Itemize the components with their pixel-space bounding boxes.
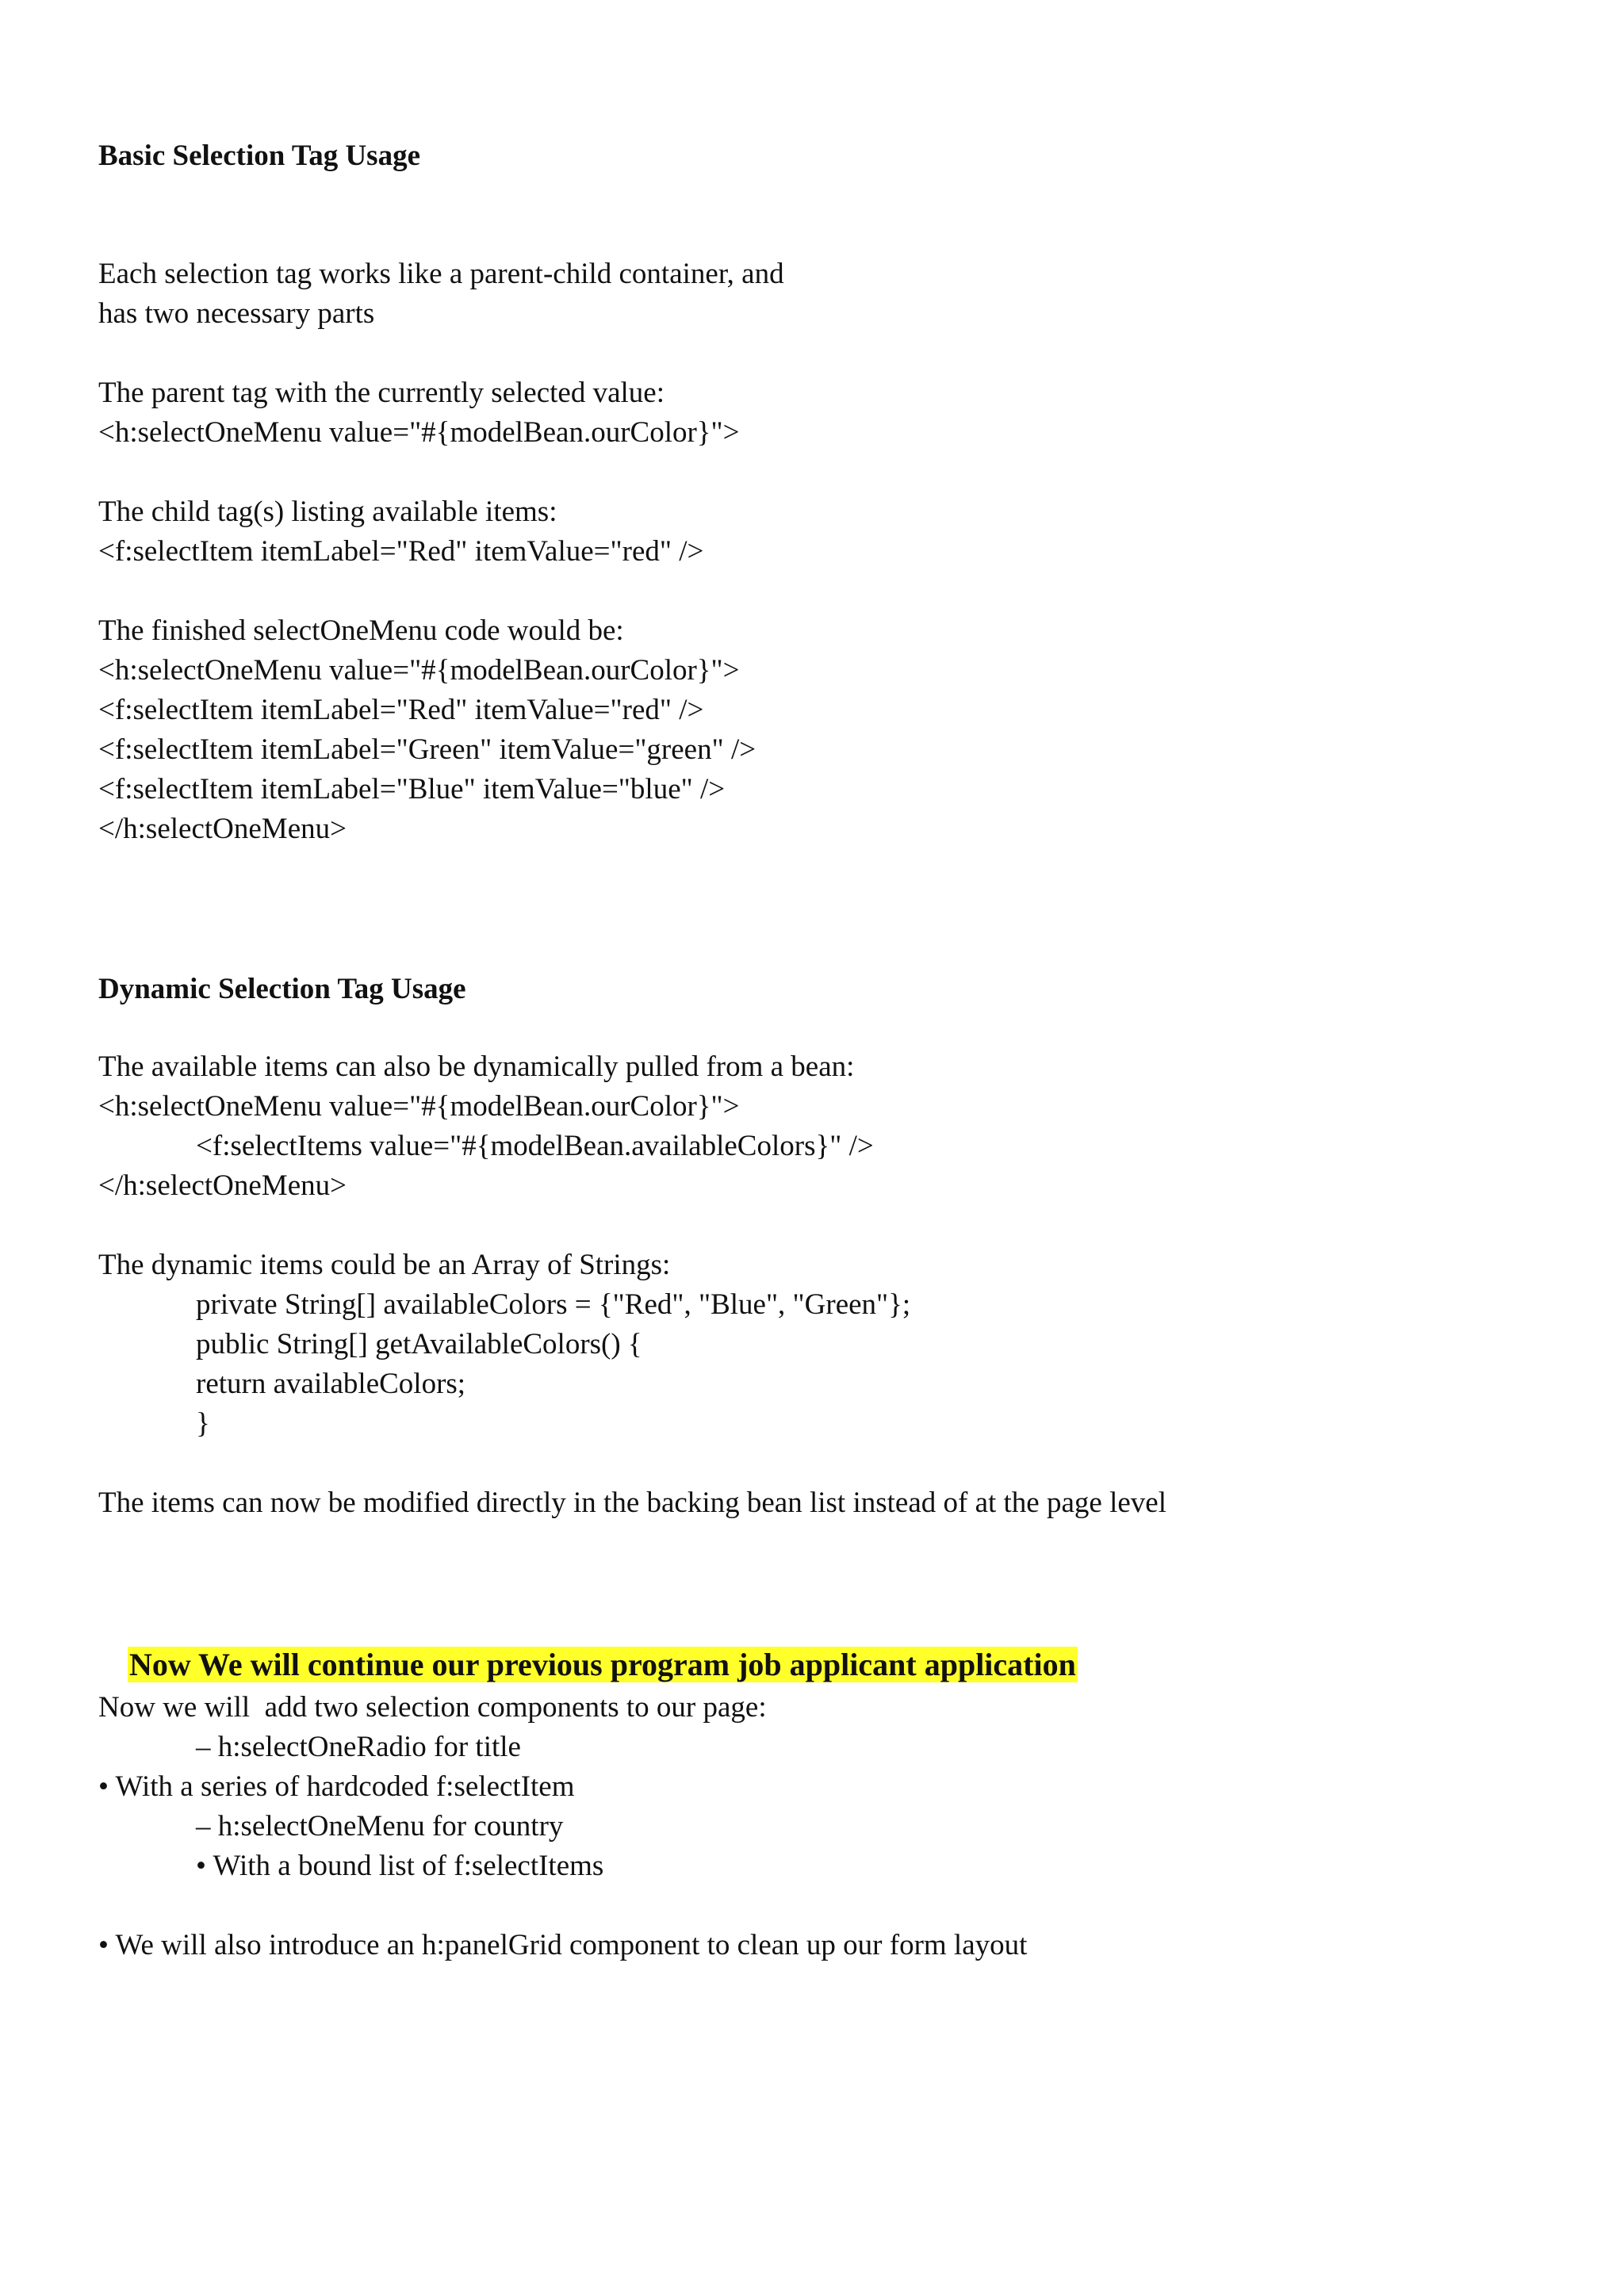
dynamic-array-code-line: public String[] getAvailableColors() {	[196, 1328, 642, 1360]
continue-intro: Now we will add two selection components to our page:	[98, 1691, 767, 1724]
continue-list-item: • With a series of hardcoded f:selectItem	[98, 1770, 575, 1803]
finished-code-line: <h:selectOneMenu value="#{modelBean.ourColor}">	[98, 654, 740, 687]
continue-list-item: • With a bound list of f:selectItems	[196, 1850, 604, 1882]
basic-intro-line-1: Each selection tag works like a parent-child container, and	[98, 258, 784, 290]
child-tag-label: The child tag(s) listing available items:	[98, 496, 557, 528]
dynamic-pulled-code-line: </h:selectOneMenu>	[98, 1169, 347, 1202]
section-heading-basic: Basic Selection Tag Usage	[98, 140, 420, 172]
finished-code-line: <f:selectItem itemLabel="Red" itemValue="red" />	[98, 694, 704, 726]
continue-list-item: – h:selectOneRadio for title	[196, 1731, 521, 1763]
highlighted-heading: Now We will continue our previous program job applicant application	[129, 1647, 1076, 1682]
dynamic-array-code-line: return availableColors;	[196, 1368, 466, 1400]
child-tag-code: <f:selectItem itemLabel="Red" itemValue="red" />	[98, 535, 704, 568]
dynamic-array-code-line: }	[196, 1407, 210, 1440]
dynamic-pulled-code-line: <f:selectItems value="#{modelBean.availableColors}" />	[196, 1130, 874, 1162]
section-heading-dynamic: Dynamic Selection Tag Usage	[98, 973, 466, 1005]
finished-code-line: <f:selectItem itemLabel="Green" itemValue="green" />	[98, 733, 756, 766]
basic-intro-line-2: has two necessary parts	[98, 297, 375, 330]
dynamic-array-code-line: private String[] availableColors = {"Red", "Blue", "Green"};	[196, 1288, 911, 1321]
dynamic-note: The items can now be modified directly in the backing bean list instead of at the page level	[98, 1487, 1166, 1519]
finished-code-line: <f:selectItem itemLabel="Blue" itemValue="blue" />	[98, 773, 726, 806]
dynamic-array-label: The dynamic items could be an Array of Strings:	[98, 1249, 671, 1281]
parent-tag-label: The parent tag with the currently selected value:	[98, 377, 665, 409]
dynamic-pulled-label: The available items can also be dynamically pulled from a bean:	[98, 1050, 855, 1083]
continue-list-item: – h:selectOneMenu for country	[196, 1810, 564, 1843]
finished-code-line: </h:selectOneMenu>	[98, 813, 347, 845]
continue-list-item: • We will also introduce an h:panelGrid component to clean up our form layout	[98, 1929, 1028, 1961]
finished-code-label: The finished selectOneMenu code would be:	[98, 614, 624, 647]
dynamic-pulled-code-line: <h:selectOneMenu value="#{modelBean.ourColor}">	[98, 1090, 740, 1123]
parent-tag-code: <h:selectOneMenu value="#{modelBean.ourColor}">	[98, 416, 740, 449]
